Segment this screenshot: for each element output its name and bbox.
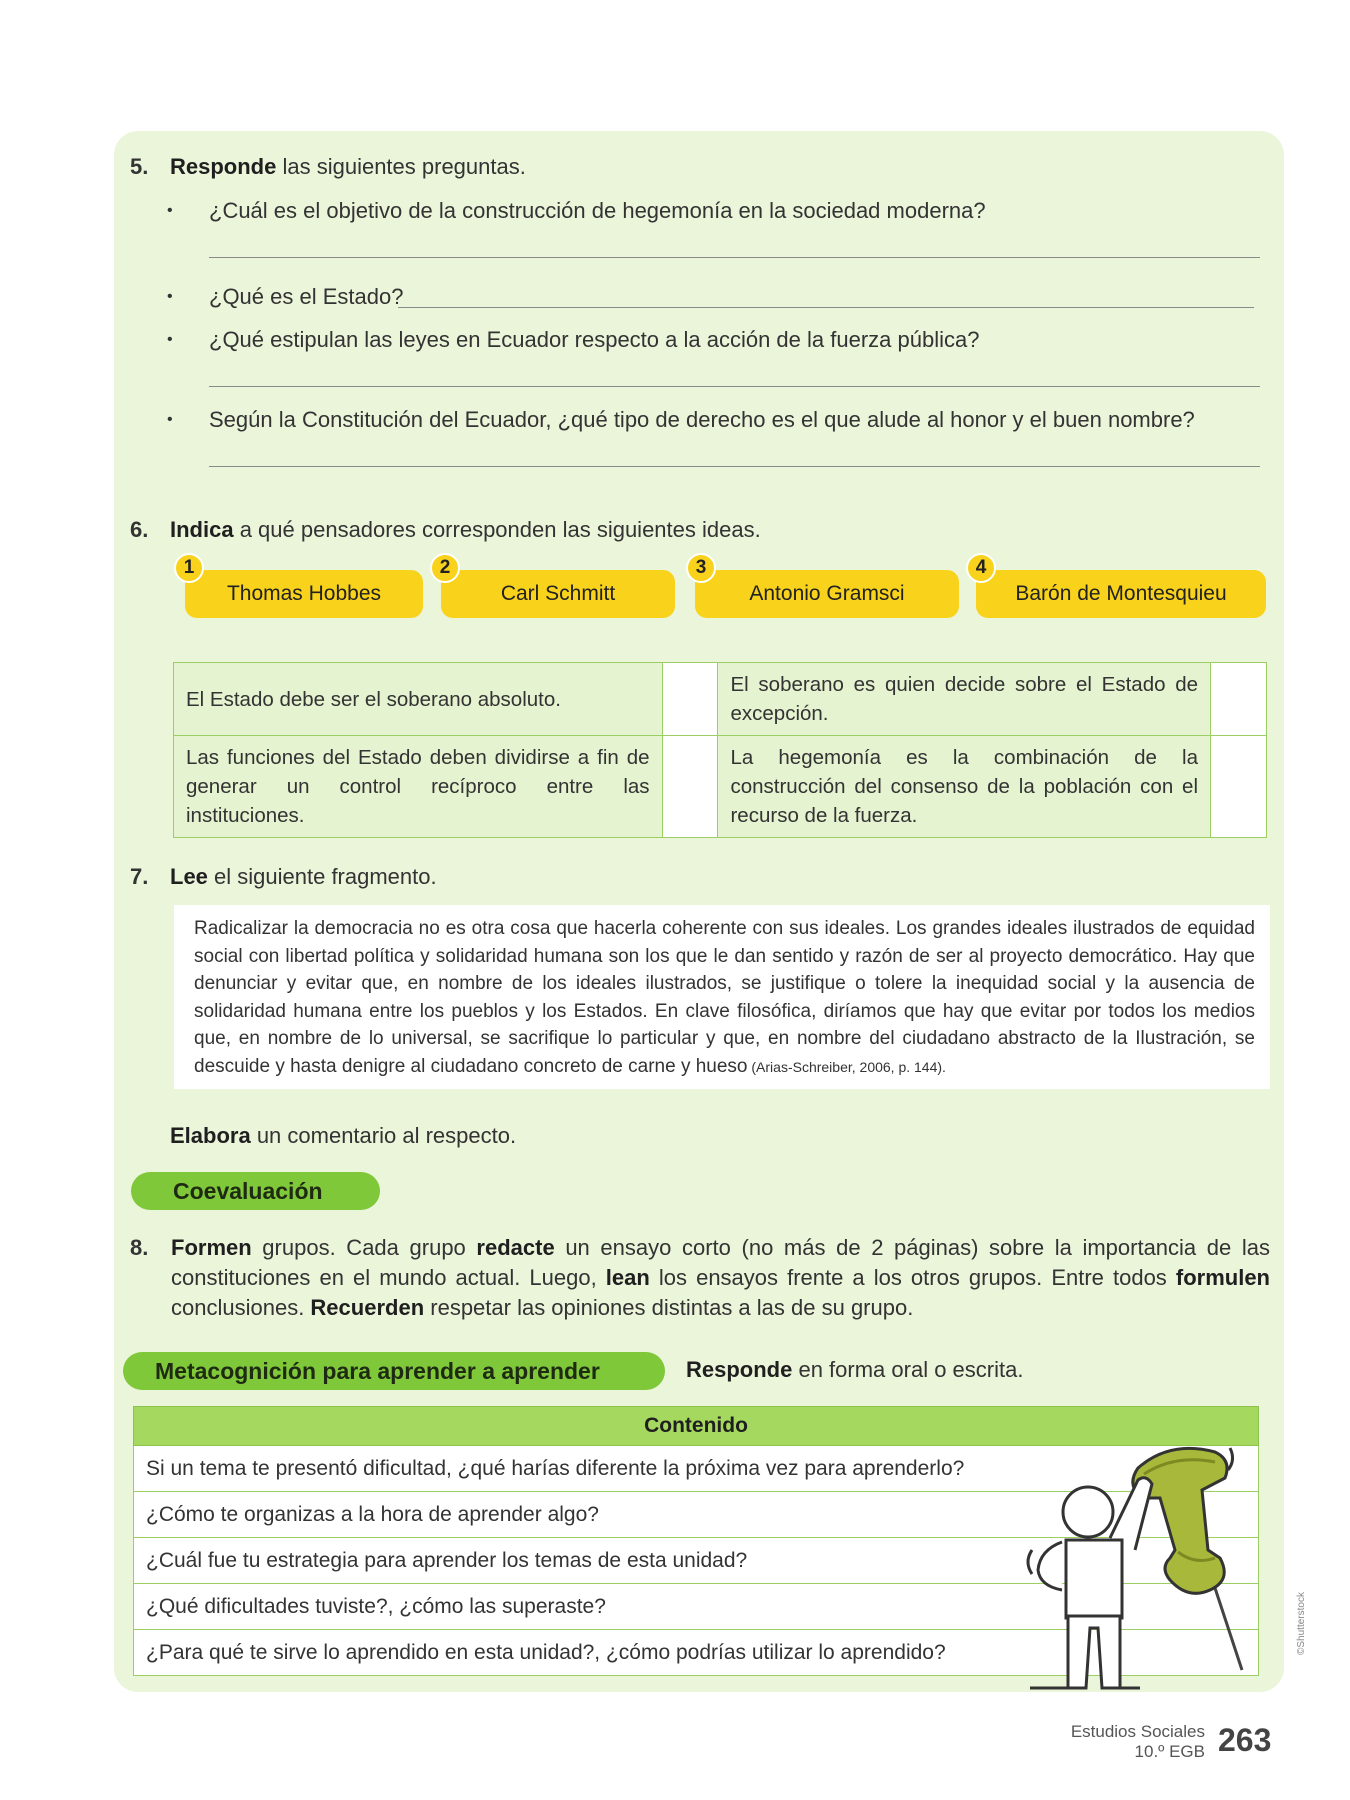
text-segment: conclusiones.: [171, 1295, 311, 1320]
badge-label: Metacognición para aprender a aprender: [155, 1357, 600, 1384]
question-number: 7.: [130, 864, 149, 889]
question-number: 8.: [130, 1235, 149, 1260]
figure-hip-arm: [1038, 1542, 1062, 1590]
idea-cell: El soberano es quien decide sobre el Estado de excepción.: [718, 663, 1211, 736]
question-5-bullet-3: ¿Qué estipulan las leyes en Ecuador respecto a la acción de la fuerza pública?: [209, 327, 980, 352]
thinker-number: 4: [966, 553, 996, 583]
figure-legs: [1068, 1616, 1120, 1688]
table-row: [174, 736, 1267, 838]
answer-box[interactable]: [1211, 736, 1267, 838]
question-6: [130, 517, 1270, 547]
thinker-pill: [441, 570, 675, 618]
text-segment: grupos. Cada grupo: [251, 1235, 477, 1260]
bullet-dot: •: [167, 288, 173, 305]
badge-label: Coevaluación: [173, 1177, 323, 1204]
question-verb: Indica: [170, 517, 234, 542]
pushpin-icon: [1133, 1448, 1227, 1593]
idea-cell: Las funciones del Estado deben dividirse a fin de generar un control recíproco entre las instituciones.: [174, 736, 663, 838]
coevaluation-badge: [131, 1172, 380, 1210]
instruction-text: en forma oral o escrita.: [792, 1357, 1024, 1382]
bullet-dot: •: [167, 411, 173, 428]
ideas-table: [173, 662, 1267, 838]
thinker-number: 3: [686, 553, 716, 583]
excerpt-citation: (Arias-Schreiber, 2006, p. 144).: [747, 1058, 946, 1075]
answer-line[interactable]: [209, 386, 1260, 387]
idea-cell: La hegemonía es la combinación de la construcción del consenso de la población con el recurso de la fuerza.: [718, 736, 1211, 838]
thinker-number: 1: [174, 553, 204, 583]
answer-line[interactable]: [398, 307, 1254, 308]
metacognition-badge: [123, 1352, 665, 1390]
text-segment: respetar las opiniones distintas a las de su grupo.: [424, 1295, 914, 1320]
thinker-name: Antonio Gramsci: [749, 582, 905, 605]
thinker-pill: [976, 570, 1266, 618]
thinker-name: Barón de Montesquieu: [1015, 582, 1227, 605]
task-verb: Elabora: [170, 1123, 251, 1148]
thinker-name: Thomas Hobbes: [226, 582, 382, 605]
verb-redacte: redacte: [476, 1235, 555, 1260]
question-7: [130, 864, 1270, 894]
question-8-text: [171, 1233, 1270, 1323]
excerpt-text: Radicalizar la democracia no es otra cosa que hacerla coherente con sus ideales. Los grandes ideales ilustrados de equidad social con libertad política y solidaridad humana son los que le dan sentido y razón de ser al proyecto democrático. Hay que denunciar y evitar que, en nombre de los ideales ilustrados, se justifique o tolere la inequidad social y la ausencia de solidaridad humana entre los pueblos y los Estados. En clave filosófica, diríamos que hay que evitar por todos los medios que, en nombre de lo universal, se sacrifique lo particular y que, en nombre del ciudadano abstracto de la Ilustración, se descuide y hasta denigre al ciudadano concreto de carne y hueso: [194, 918, 1255, 1077]
question-verb: Lee: [170, 864, 208, 889]
question-8: [130, 1233, 1270, 1323]
instruction-verb: Responde: [686, 1357, 793, 1382]
question-5: [130, 154, 1270, 184]
reading-excerpt: [174, 905, 1270, 1089]
answer-box[interactable]: [662, 663, 718, 736]
subject-name: Estudios Sociales: [1070, 1722, 1205, 1741]
idea-cell: El Estado debe ser el soberano absoluto.: [174, 663, 663, 736]
image-credit: ©Shutterstock: [1296, 1592, 1307, 1655]
row-question: ¿Cuál fue tu estrategia para aprender los temas de esta unidad?: [146, 1548, 748, 1572]
footer-subject: [1071, 1722, 1205, 1762]
thinker-pill: [695, 570, 959, 618]
row-question: ¿Qué dificultades tuviste?, ¿cómo las superaste?: [146, 1594, 606, 1618]
question-text: el siguiente fragmento.: [207, 864, 437, 889]
verb-formen: Formen: [171, 1235, 252, 1260]
stick-figure: [1038, 1478, 1152, 1688]
question-number: 6.: [130, 517, 149, 542]
question-5-bullet-1: ¿Cuál es el objetivo de la construcción de hegemonía en la sociedad moderna?: [209, 198, 986, 223]
answer-line[interactable]: [209, 466, 1260, 467]
pin-needle: [1215, 1588, 1242, 1670]
metacognition-instruction: [686, 1357, 1186, 1387]
question-5-bullet-2: ¿Qué es el Estado?: [209, 284, 404, 309]
page-number: 263: [1218, 1722, 1272, 1758]
bullet-dot: •: [167, 331, 173, 348]
question-text: las siguientes preguntas.: [276, 154, 526, 179]
row-question: Si un tema te presentó dificultad, ¿qué harías diferente la próxima vez para aprenderlo?: [146, 1456, 965, 1480]
question-number: 5.: [130, 154, 149, 179]
row-question: ¿Cómo te organizas a la hora de aprender algo?: [146, 1502, 599, 1526]
comment-task: [170, 1123, 1070, 1153]
answer-box[interactable]: [662, 736, 718, 838]
bullet-dot: •: [167, 202, 173, 219]
motion-mark: [1228, 1448, 1233, 1470]
table-row: [174, 663, 1267, 736]
figure-torso: [1066, 1540, 1122, 1618]
text-segment: los ensayos frente a los otros grupos. Entre todos: [649, 1265, 1176, 1290]
verb-recuerden: Recuerden: [310, 1295, 425, 1320]
question-verb: Responde: [170, 154, 277, 179]
thinker-number: 2: [430, 553, 460, 583]
table-header: Contenido: [133, 1406, 1259, 1446]
figure-with-pushpin-illustration: [1010, 1440, 1270, 1700]
question-text: a qué pensadores corresponden las siguientes ideas.: [233, 517, 761, 542]
text-segment: un ensayo corto (no más de 2 páginas) sobre la importancia de las constituciones en el mundo actual. Luego,: [171, 1235, 1271, 1290]
row-question: ¿Para qué te sirve lo aprendido en esta unidad?, ¿cómo podrías utilizar lo aprendido?: [146, 1640, 946, 1664]
motion-mark: [1028, 1550, 1032, 1574]
thinker-pill: [185, 570, 423, 618]
answer-box[interactable]: [1211, 663, 1267, 736]
answer-line[interactable]: [209, 257, 1260, 258]
grade-label: 10.º EGB: [1134, 1742, 1205, 1761]
verb-formulen: formulen: [1175, 1265, 1270, 1290]
figure-head: [1063, 1487, 1113, 1537]
thinker-name: Carl Schmitt: [500, 582, 616, 605]
task-text: un comentario al respecto.: [250, 1123, 517, 1148]
verb-lean: lean: [605, 1265, 650, 1290]
question-5-bullet-4: Según la Constitución del Ecuador, ¿qué tipo de derecho es el que alude al honor y el buen nombre?: [209, 407, 1195, 432]
